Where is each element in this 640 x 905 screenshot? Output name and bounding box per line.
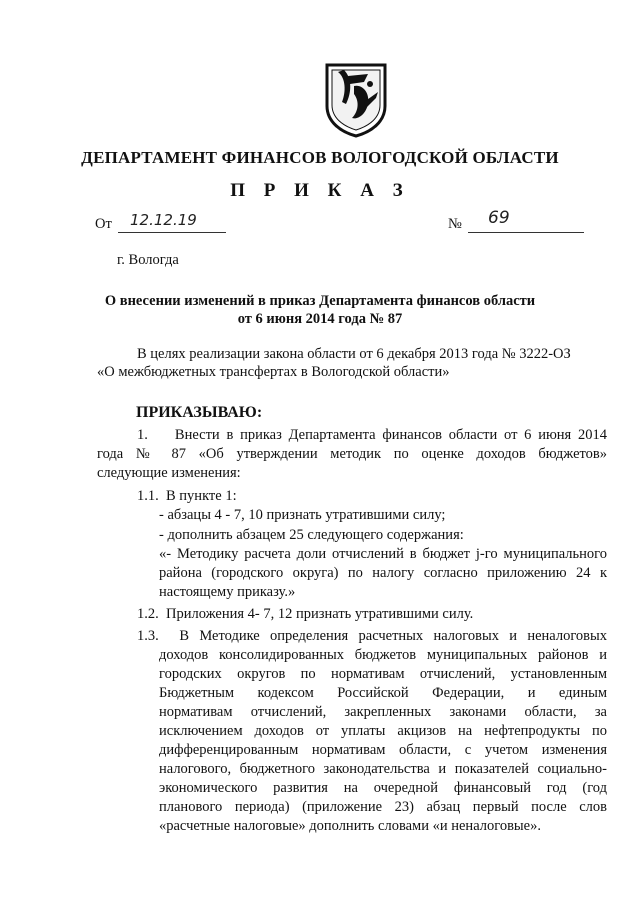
order-title-line-2: от 6 июня 2014 года № 87 [237,311,403,327]
paragraph-1-3-line-10: планового периода) (приложение 23) абзац первый после слов [159,799,607,815]
order-title-line-1: О внесении изменений в приказ Департамента финансов области [104,293,536,309]
preamble-line-2: «О межбюджетных трансфертах в Вологодской области» [97,364,450,380]
paragraph-1-3-line-11: «расчетные налоговые» дополнить словами «и неналоговые». [159,818,541,834]
paragraph-1-1-quote-line-3: настоящему приказу.» [159,584,296,600]
paragraph-1-1-quote-line-1: «- Методику расчета доли отчислений в бюджет j-го муниципального [159,546,607,562]
preamble-line-1: В целях реализации закона области от 6 декабря 2013 года № 3222-ОЗ [137,346,571,362]
paragraph-1-1-item-b: - дополнить абзацем 25 следующего содержания: [159,527,464,543]
department-name: ДЕПАРТАМЕНТ ФИНАНСОВ ВОЛОГОДСКОЙ ОБЛАСТИ [81,148,559,167]
coat-of-arms-icon [324,62,388,138]
date-underline [118,232,226,233]
document-type: П Р И К А З [230,180,410,201]
paragraph-1-3-line-1: 1.3. В Методике определения расчетных налоговых и неналоговых [137,628,607,644]
paragraph-1-3-line-5: нормативам отчислений, закрепленных законами области, за [159,704,607,720]
paragraph-1-line-1: 1. Внести в приказ Департамента финансов области от 6 июня 2014 [137,427,607,443]
paragraph-1-1-quote-line-2: района (городского округа) по налогу согласно приложению 24 к [159,565,607,581]
order-word: ПРИКАЗЫВАЮ: [136,404,263,421]
city: г. Вологда [117,252,179,268]
paragraph-1-3-line-2: доходов консолидированных бюджетов муниципальных районов и [159,647,607,663]
paragraph-1-3-line-9: экономического развития на очередной финансовый год (год [159,780,607,796]
paragraph-1-line-2: года № 87 «Об утверждении методик по оценке доходов бюджетов» [97,446,607,462]
paragraph-1-3-line-6: исключением доходов от уплаты акцизов на нефтепродукты по [159,723,607,739]
paragraph-1-1-head: 1.1. В пункте 1: [137,488,237,504]
paragraph-1-1-item-a: - абзацы 4 - 7, 10 признать утратившими силу; [159,507,446,523]
number-label: № [448,216,462,232]
paragraph-1-3-line-4: Бюджетным кодексом Российской Федерации, и единым [159,685,607,701]
paragraph-1-3-line-3: городских округов по нормативам отчислений, установленным [159,666,607,682]
date-label: От [95,216,112,232]
paragraph-1-3-line-8: налогового, бюджетного законодательства и показателей социально- [159,761,607,777]
paragraph-1-3-line-7: дифференцированным нормативам области, с учетом изменения [159,742,607,758]
paragraph-1-2: 1.2. Приложения 4- 7, 12 признать утратившими силу. [137,606,474,622]
number-underline [468,232,584,233]
paragraph-1-line-3: следующие изменения: [97,465,241,481]
date-value: 12.12.19 [130,211,197,229]
number-value: 69 [488,208,510,228]
